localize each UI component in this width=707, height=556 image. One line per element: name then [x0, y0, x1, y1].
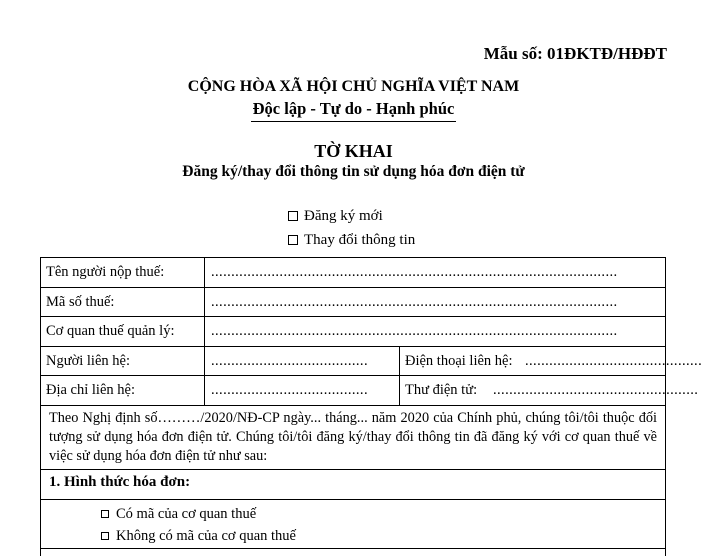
option-without-tax-code[interactable]	[101, 525, 296, 547]
row-contact-person	[41, 347, 703, 376]
input-tax-authority[interactable]: .....................................................................................................	[204, 317, 665, 346]
option-label: Đăng ký mới	[304, 207, 383, 224]
label-contact-phone: Điện thoại liên hệ:	[399, 347, 524, 375]
label-taxpayer-name: Tên người nộp thuế:	[46, 264, 165, 280]
declaration-text: Theo Nghị định số………/2020/NĐ-CP ngày... tháng... năm 2020 của Chính phủ, chúng tôi/tôi thuộc đối tượng sử dụng hóa đơn điện tử. Chúng tôi/tôi đăng ký/thay đổi thông tin đã đăng ký với cơ quan thuế về việc sử dụng hóa đơn điện tử như sau:	[49, 410, 657, 464]
input-contact-person[interactable]: .......................................	[204, 347, 399, 375]
section1-title: 1. Hình thức hóa đơn:	[49, 474, 191, 490]
label-tax-authority: Cơ quan thuế quản lý:	[46, 323, 175, 339]
form-number: Mẫu số: 01ĐKTĐ/HĐĐT	[483, 44, 667, 63]
document-subtitle: Đăng ký/thay đổi thông tin sử dụng hóa đơn điện tử	[182, 163, 525, 180]
option-change-info[interactable]	[288, 228, 415, 252]
nation-heading: CỘNG HÒA XÃ HỘI CHỦ NGHĨA VIỆT NAM	[187, 78, 520, 95]
row-tax-authority	[41, 317, 665, 347]
label-email: Thư điện tử:	[399, 376, 489, 405]
row-invoice-type	[41, 500, 665, 549]
motto-heading	[0, 99, 707, 122]
label-contact-person: Người liên hệ:	[46, 352, 130, 369]
checkbox-icon[interactable]	[288, 211, 298, 221]
input-email[interactable]: ...................................................	[493, 382, 699, 398]
option-label: Có mã của cơ quan thuế	[116, 505, 257, 522]
input-contact-address[interactable]: .......................................	[204, 376, 399, 405]
input-taxpayer-name[interactable]: .....................................................................................................	[204, 258, 665, 287]
row-taxpayer-name	[41, 258, 665, 288]
checkbox-icon[interactable]	[101, 532, 109, 540]
form-table	[40, 257, 703, 556]
row-contact-address	[41, 376, 699, 406]
row-tax-code	[41, 288, 665, 317]
label-tax-code: Mã số thuế:	[46, 293, 115, 310]
option-label: Thay đổi thông tin	[304, 231, 416, 248]
input-contact-phone[interactable]: ............................................	[525, 352, 703, 369]
label-contact-address: Địa chỉ liên hệ:	[46, 382, 135, 398]
option-label: Không có mã của cơ quan thuế	[116, 527, 296, 544]
row-declaration	[41, 406, 665, 470]
option-with-tax-code[interactable]	[101, 503, 296, 525]
checkbox-icon[interactable]	[288, 235, 298, 245]
row-section1-title	[41, 470, 665, 500]
checkbox-icon[interactable]	[101, 510, 109, 518]
input-tax-code[interactable]: .....................................................................................................	[204, 288, 665, 316]
document-title: TỜ KHAI	[314, 141, 393, 161]
option-new-registration[interactable]	[288, 204, 415, 228]
registration-options	[288, 204, 415, 252]
invoice-type-options	[101, 503, 296, 547]
motto-text: Độc lập - Tự do - Hạnh phúc	[251, 99, 457, 122]
